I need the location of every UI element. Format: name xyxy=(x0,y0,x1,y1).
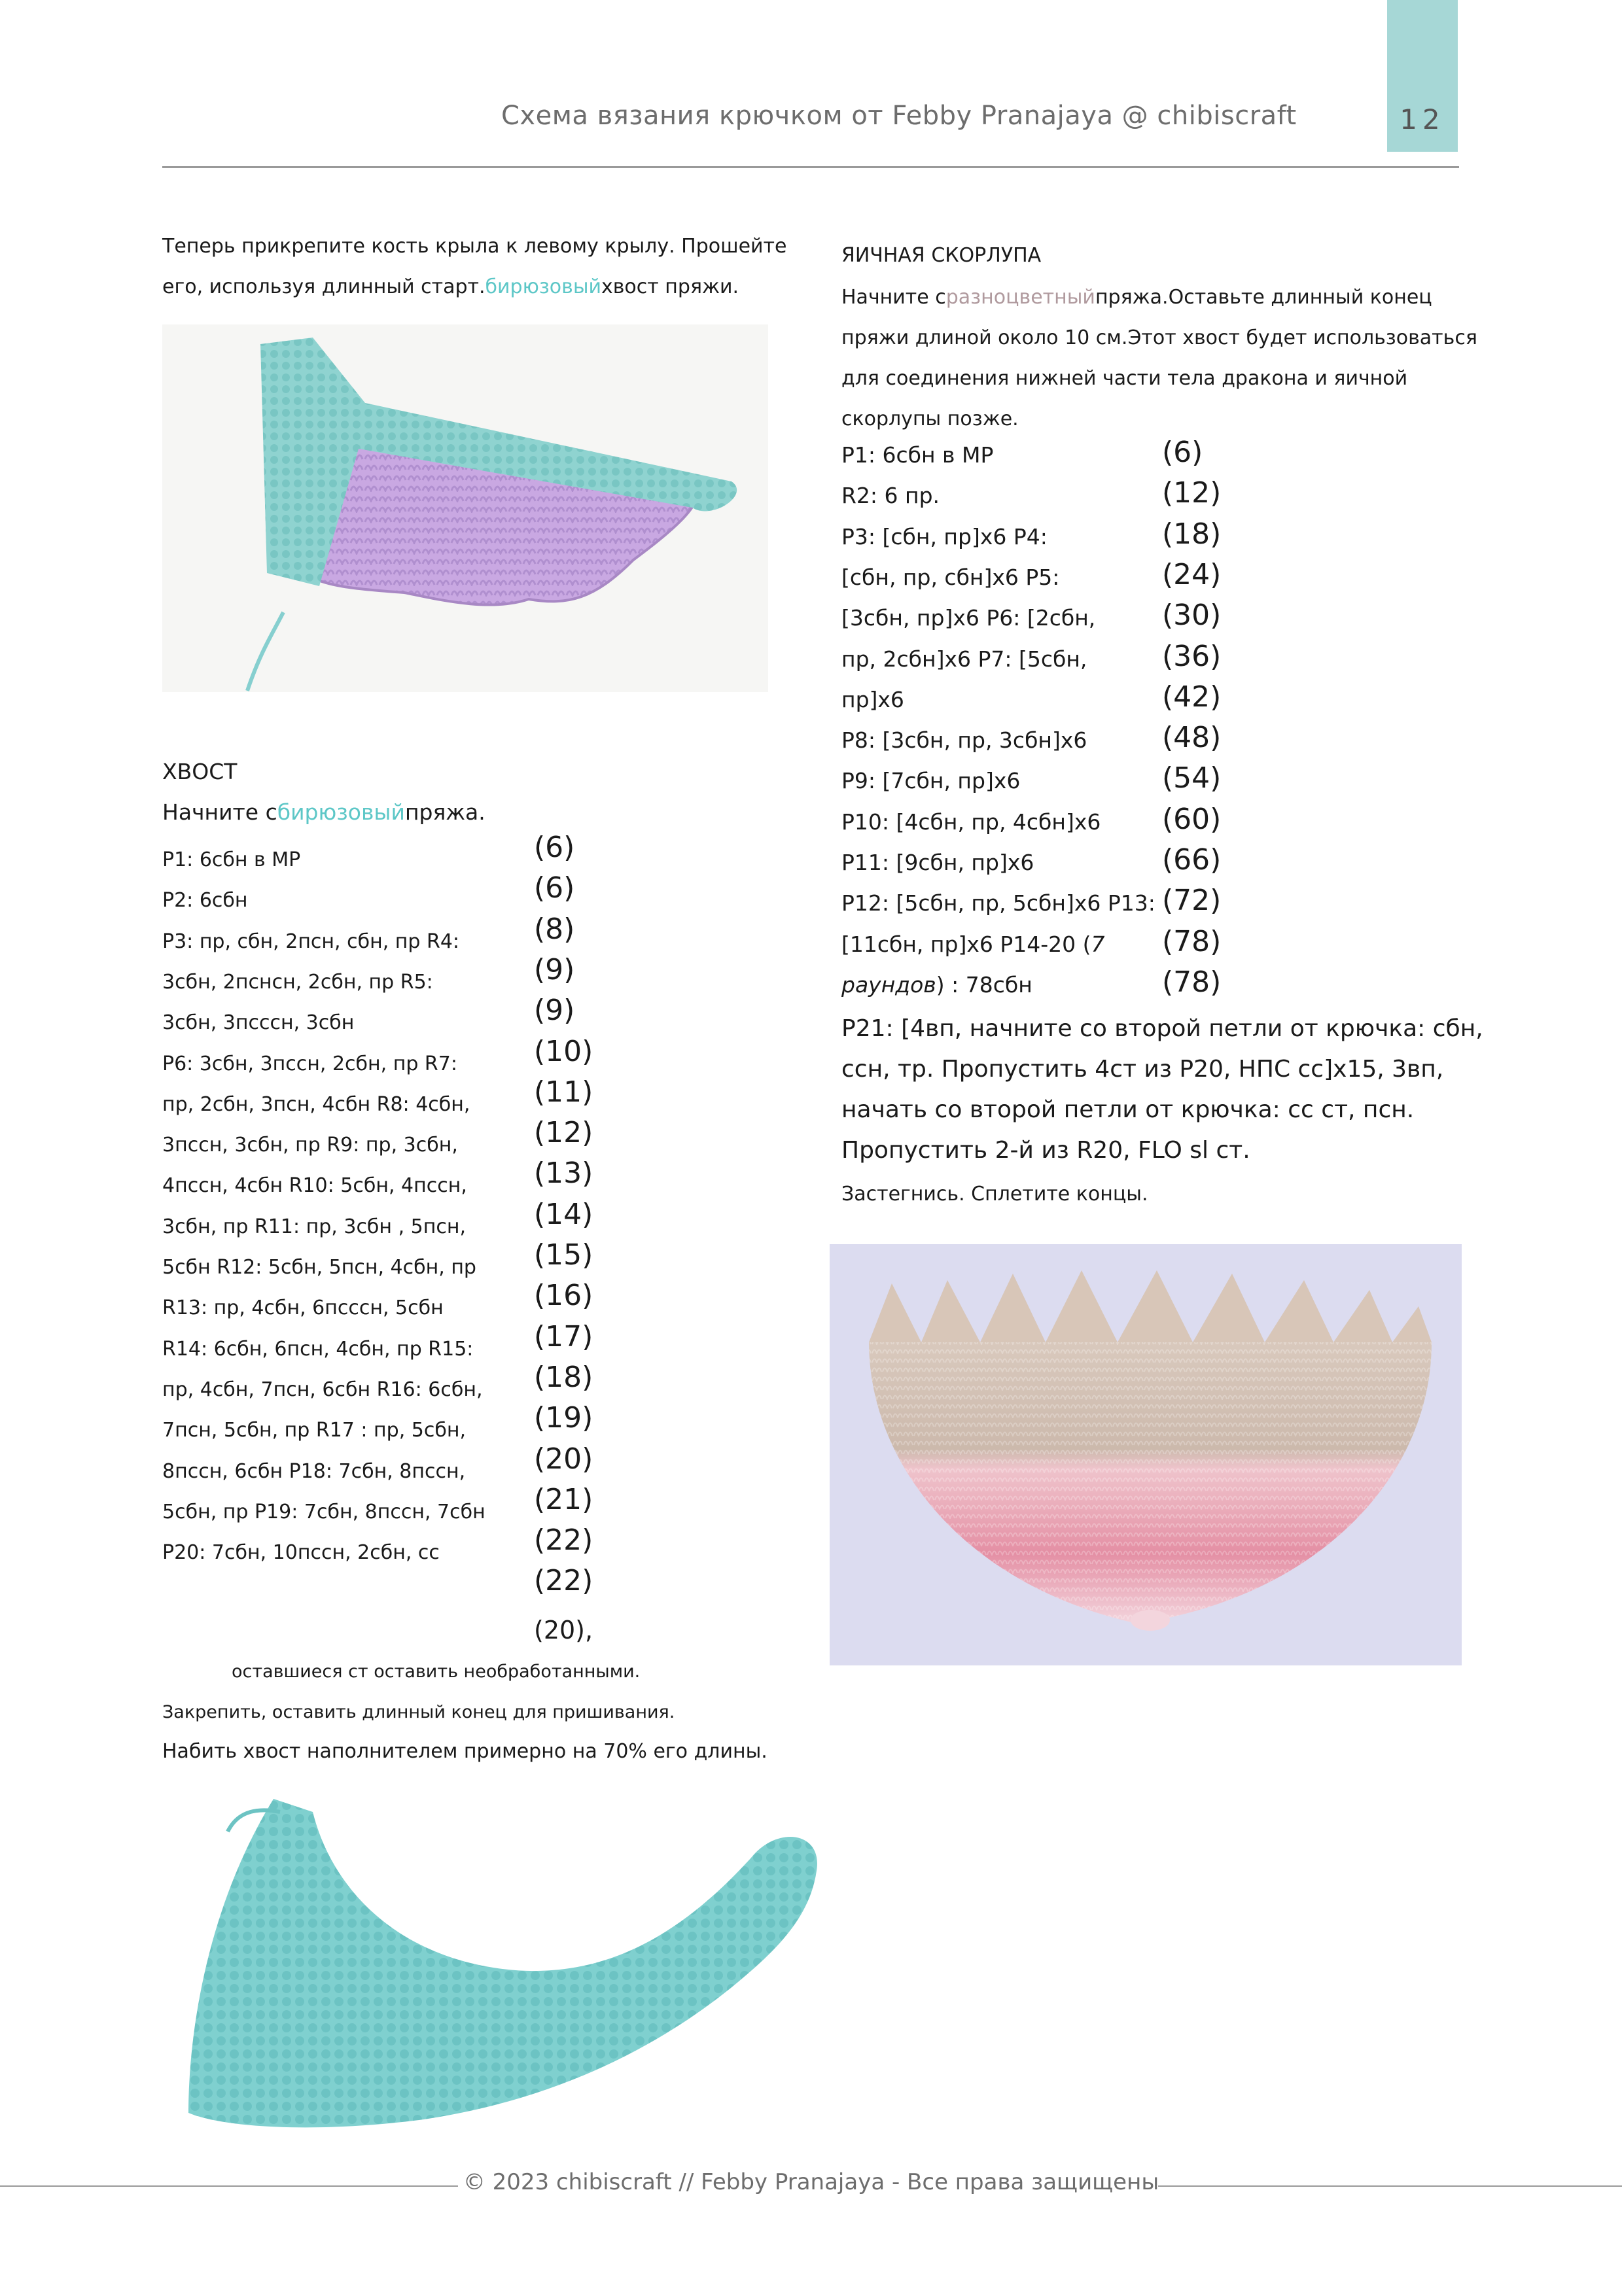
tail-row-13: R14: 6сбн, 6псн, 4сбн, пр R15: xyxy=(162,1337,474,1361)
wing-yarn-color: бирюзовый xyxy=(485,275,601,298)
egg-r21-line-2: ссн, тр. Пропустить 4ст из P20, НПС сс]x15, 3вп, xyxy=(841,1056,1444,1083)
egg-shell-photo xyxy=(830,1244,1462,1665)
wing-text-line-1: Теперь прикрепите кость крыла к левому крылу. Прошейте xyxy=(162,235,787,258)
egg-row-13 xyxy=(841,931,1104,957)
egg-row-3: Р3: [сбн, пр]x6 P4: xyxy=(841,523,1048,549)
egg-count-11: (66) xyxy=(1162,843,1222,877)
tail-count-5: (9) xyxy=(534,994,575,1028)
egg-count-4: (24) xyxy=(1162,557,1222,591)
egg-count-14: (78) xyxy=(1162,965,1222,999)
tail-count-11: (15) xyxy=(534,1238,593,1272)
tail-row-18: P20: 7сбн, 10пссн, 2сбн, сс xyxy=(162,1541,440,1565)
egg-row-1: P1: 6сбн в МР xyxy=(841,442,994,468)
egg-row-10: P10: [4сбн, пр, 4сбн]x6 xyxy=(841,809,1101,835)
tail-count-13: (17) xyxy=(534,1319,593,1353)
tail-yarn-color: бирюзовый xyxy=(277,799,405,825)
tail-row-5: 3сбн, 3псссн, 3сбн xyxy=(162,1011,355,1035)
tail-count-17: (21) xyxy=(534,1482,593,1516)
tail-count-1: (6) xyxy=(534,831,575,864)
egg-row-13-italic: 7 xyxy=(1091,931,1105,957)
tail-heading: ХВОСТ xyxy=(162,759,238,784)
tail-count-9: (13) xyxy=(534,1157,593,1191)
egg-count-7: (42) xyxy=(1162,680,1222,714)
tail-illustration xyxy=(162,1786,889,2134)
wing-photo xyxy=(162,324,768,692)
egg-count-9: (54) xyxy=(1162,761,1222,795)
header-divider xyxy=(162,166,1459,168)
egg-row-2: R2: 6 пр. xyxy=(841,483,940,509)
tail-note-1: оставшиеся ст оставить необработанными. xyxy=(232,1661,641,1682)
footer-copyright: © 2023 chibiscraft // Febby Pranajaya - Все права защищены xyxy=(463,2169,1159,2195)
tail-row-11: 5сбн R12: 5сбн, 5псн, 4сбн, пр xyxy=(162,1256,476,1279)
tail-count-15: (19) xyxy=(534,1401,593,1435)
tail-row-10: 3сбн, пр R11: пр, 3сбн , 5псн, xyxy=(162,1215,467,1238)
tail-note-2: Закрепить, оставить длинный конец для пришивания. xyxy=(162,1702,675,1722)
egg-count-3: (18) xyxy=(1162,517,1222,551)
tail-row-9: 4пссн, 4сбн R10: 5сбн, 4пссн, xyxy=(162,1174,467,1198)
egg-fasten: Застегнись. Сплетите концы. xyxy=(841,1183,1148,1206)
tail-count-4: (9) xyxy=(534,952,575,986)
egg-count-12: (72) xyxy=(1162,884,1222,918)
page-number: 12 xyxy=(1400,103,1445,135)
egg-row-4: [сбн, пр, сбн]x6 P5: xyxy=(841,564,1060,590)
tail-row-14: пр, 4сбн, 7псн, 6сбн R16: 6сбн, xyxy=(162,1378,483,1401)
tail-row-15: 7псн, 5сбн, пр R17 : пр, 5сбн, xyxy=(162,1419,467,1442)
tail-row-2: Р2: 6сбн xyxy=(162,889,248,913)
egg-count-1: (6) xyxy=(1162,436,1203,469)
tail-row-8: 3пссн, 3сбн, пр R9: пр, 3сбн, xyxy=(162,1134,458,1157)
egg-count-6: (36) xyxy=(1162,639,1222,673)
tail-row-16: 8пссн, 6сбн P18: 7сбн, 8пссн, xyxy=(162,1459,466,1483)
tail-row-7: пр, 2сбн, 3псн, 4сбн R8: 4сбн, xyxy=(162,1092,470,1116)
tail-note-3: Набить хвост наполнителем примерно на 70% его длины. xyxy=(162,1740,767,1763)
egg-count-13: (78) xyxy=(1162,924,1222,958)
tail-count-8: (12) xyxy=(534,1116,593,1150)
wing-text-line-2 xyxy=(162,267,739,307)
egg-count-2: (12) xyxy=(1162,476,1222,510)
egg-row-5: [3сбн, пр]x6 P6: [2сбн, xyxy=(841,605,1096,631)
egg-r21-line-1: P21: [4вп, начните со второй петли от крючка: сбн, xyxy=(841,1015,1483,1042)
egg-row-14-italic: раундов xyxy=(841,971,936,998)
wing-text-post: хвост пряжи. xyxy=(601,275,739,298)
egg-yarn-color: разноцветный xyxy=(945,286,1095,309)
egg-count-8: (48) xyxy=(1162,721,1222,755)
egg-r21-line-4: Пропустить 2-й из R20, FLO sl ст. xyxy=(841,1137,1250,1164)
egg-row-14-text: ) : 78сбн xyxy=(936,971,1032,998)
egg-intro-pre: Начните с xyxy=(841,286,946,309)
egg-count-10: (60) xyxy=(1162,802,1222,836)
tail-row-1: Р1: 6сбн в МР xyxy=(162,848,301,871)
egg-row-8: P8: [3сбн, пр, 3сбн]x6 xyxy=(841,727,1087,754)
tail-photo xyxy=(162,1786,889,2134)
egg-row-13-text: [11сбн, пр]x6 P14-20 ( xyxy=(841,931,1091,957)
tail-intro-post: пряжа. xyxy=(404,799,485,825)
egg-count-5: (30) xyxy=(1162,599,1222,633)
tail-intro xyxy=(162,799,485,825)
tail-row-17: 5сбн, пр P19: 7сбн, 8пссн, 7сбн xyxy=(162,1500,485,1523)
header-title: Схема вязания крючком от Febby Pranajaya @ chibiscraft xyxy=(501,101,1297,131)
tail-count-last: (20), xyxy=(534,1616,593,1644)
tail-count-6: (10) xyxy=(534,1034,593,1068)
tail-count-10: (14) xyxy=(534,1197,593,1231)
egg-row-14 xyxy=(841,972,1032,998)
egg-r21-line-3: начать со второй петли от крючка: сс ст, псн. xyxy=(841,1096,1415,1123)
tail-count-19: (22) xyxy=(534,1564,593,1598)
tail-count-7: (11) xyxy=(534,1075,593,1109)
egg-heading: ЯИЧНАЯ СКОРЛУПА xyxy=(841,244,1042,267)
egg-intro-post: пряжа.Оставьте длинный конец xyxy=(1095,286,1432,309)
tail-row-4: 3сбн, 2пснсн, 2сбн, пр R5: xyxy=(162,970,433,994)
egg-intro-line-2: пряжи длиной около 10 см.Этот хвост будет использоваться xyxy=(841,326,1477,349)
egg-intro-line-4: скорлупы позже. xyxy=(841,408,1019,430)
tail-row-3: Р3: пр, сбн, 2псн, сбн, пр R4: xyxy=(162,930,460,953)
egg-row-12: P12: [5сбн, пр, 5сбн]x6 P13: xyxy=(841,890,1155,916)
tail-count-12: (16) xyxy=(534,1279,593,1313)
tail-count-16: (20) xyxy=(534,1442,593,1476)
egg-shell-illustration xyxy=(830,1244,1462,1665)
egg-row-6: пр, 2сбн]x6 P7: [5сбн, xyxy=(841,646,1087,672)
wing-illustration xyxy=(162,324,768,692)
egg-intro-line-3: для соединения нижней части тела дракона и яичной xyxy=(841,367,1408,390)
wing-text-pre: его, используя длинный старт. xyxy=(162,275,485,298)
egg-row-9: P9: [7сбн, пр]x6 xyxy=(841,768,1021,794)
egg-row-11: P11: [9сбн, пр]x6 xyxy=(841,850,1034,875)
tail-row-12: R13: пр, 4сбн, 6псссн, 5сбн xyxy=(162,1296,444,1320)
egg-intro-line-1 xyxy=(841,277,1432,318)
tail-count-3: (8) xyxy=(534,912,575,946)
tail-row-6: Р6: 3сбн, 3пссн, 2сбн, пр R7: xyxy=(162,1052,457,1075)
tail-count-18: (22) xyxy=(534,1523,593,1557)
tail-intro-pre: Начните с xyxy=(162,799,277,825)
tail-count-14: (18) xyxy=(534,1360,593,1394)
egg-row-7: пр]x6 xyxy=(841,686,904,712)
tail-count-2: (6) xyxy=(534,871,575,905)
